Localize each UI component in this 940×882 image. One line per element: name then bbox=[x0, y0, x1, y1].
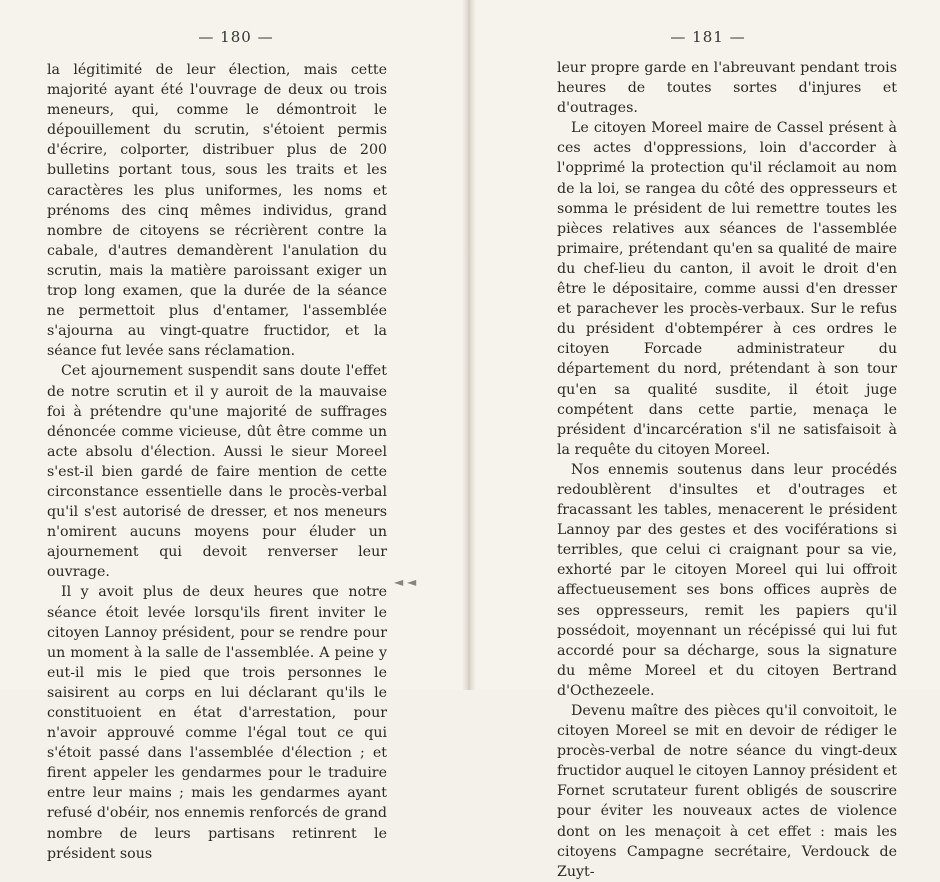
margin-mark: ◄ ◄ bbox=[394, 575, 417, 589]
book-gutter bbox=[462, 0, 476, 690]
page-body bbox=[557, 58, 897, 882]
page-number: — 180 — bbox=[198, 28, 274, 46]
paragraph: Le citoyen Moreel maire de Cassel présent à ces actes d'oppressions, loin d'accorder à l'opprimé la protection qu'il réclamoit au nom de la loi, se rangea du côté des oppresseurs et somma le président de lui remettre toutes les pièces relatives aux séances de l'assemblée primaire, prétendant qu'en sa qualité de maire du chef-lieu du canton, il avoit le droit d'en être le dépositaire, comme aussi d'en dresser et parachever les procès-verbaux. Sur le refus du président d'obtempérer à ces ordres le citoyen Forcade administrateur du département du nord, prétendant à son tour qu'en sa qualité susdite, il étoit juge compétent dans cette partie, menaça le président d'incarcération s'il ne satisfaisoit à la requête du citoyen Moreel. bbox=[557, 120, 897, 458]
page-number: — 181 — bbox=[670, 28, 746, 46]
paragraph: la légitimité de leur élection, mais cette majorité ayant été l'ouvrage de deux ou trois meneurs, qui, comme le démontroit le dépouillement du scrutin, s'étoient permis d'écrire, colporter, distribuer plus de 200 bulletins portant tous, sous les traits et les caractères les plus uniformes, les noms et prénoms des cinq mêmes individus, grand nombre de citoyens se récrièrent contre la cabale, d'autres demandèrent l'anulation du scrutin, mais la matière paroissant exiger un trop long examen, que la durée de la séance ne permettoit plus d'entamer, l'assemblée s'ajourna au vingt-quatre fructidor, et la séance fut levée sans réclamation. bbox=[47, 62, 387, 360]
right-page bbox=[476, 0, 940, 880]
paragraph: Cet ajournement suspendit sans doute l'effet de notre scrutin et il y auroit de la mauvaise foi à prétendre qu'une majorité de suffrages dénoncée comme vicieuse, dût être comme un acte absolu d'élection. Aussi le sieur Moreel s'est-il bien gardé de faire mention de cette circonstance essentielle dans le procès-verbal qu'il s'est autorisé de dresser, et nos meneurs n'omirent aucuns moyens pour éluder un ajournement qui devoit renverser leur ouvrage. bbox=[47, 363, 387, 581]
paragraph: Il y avoit plus de deux heures que notre séance étoit levée lorsqu'ils firent inviter le citoyen Lannoy président, pour se rendre pour un moment à la salle de l'assemblée. A peine y eut-il mis le pied que trois personnes le saisirent au corps en lui déclarant qu'ils le constituoient en état d'arrestation, pour n'avoir approuvé comme l'égal tout ce qui s'étoit passé dans l'assemblée d'élection ; et firent appeler les gendarmes pour le traduire entre leur mains ; mais les gendarmes ayant refusé d'obéir, nos ennemis renforcés de grand nombre de leurs partisans retinrent le président sous bbox=[47, 584, 387, 862]
paragraph: Devenu maître des pièces qu'il convoitoit, le citoyen Moreel se mit en devoir de rédiger le procès-verbal de notre séance du vingt-deux fructidor auquel le citoyen Lannoy président et Fornet scrutateur furent obligés de souscrire pour éviter les nouveaux actes de violence dont on les menaçoit à cet effet : mais les citoyens Campagne secrétaire, Verdouck de Zuyt- bbox=[557, 703, 897, 880]
paragraph: leur propre garde en l'abreuvant pendant trois heures de toutes sortes d'injures et d'outrages. bbox=[557, 60, 897, 117]
paragraph: Nos ennemis soutenus dans leur procédés redoublèrent d'insultes et d'outrages et fracassant les tables, menacerent le président Lannoy par des gestes et des vociférations si terribles, que celui ci craignant pour sa vie, exhorté par le citoyen Moreel qui lui offroit affectueusement ses bons offices auprès de ses oppresseurs, remit les papiers qu'il possédoit, moyennant un récépissé qui lui fut accordé pour sa décharge, sous la signature du même Moreel et du citoyen Bertrand d'Octhezeele. bbox=[557, 461, 897, 699]
page-body bbox=[47, 60, 387, 864]
left-page bbox=[0, 0, 462, 862]
